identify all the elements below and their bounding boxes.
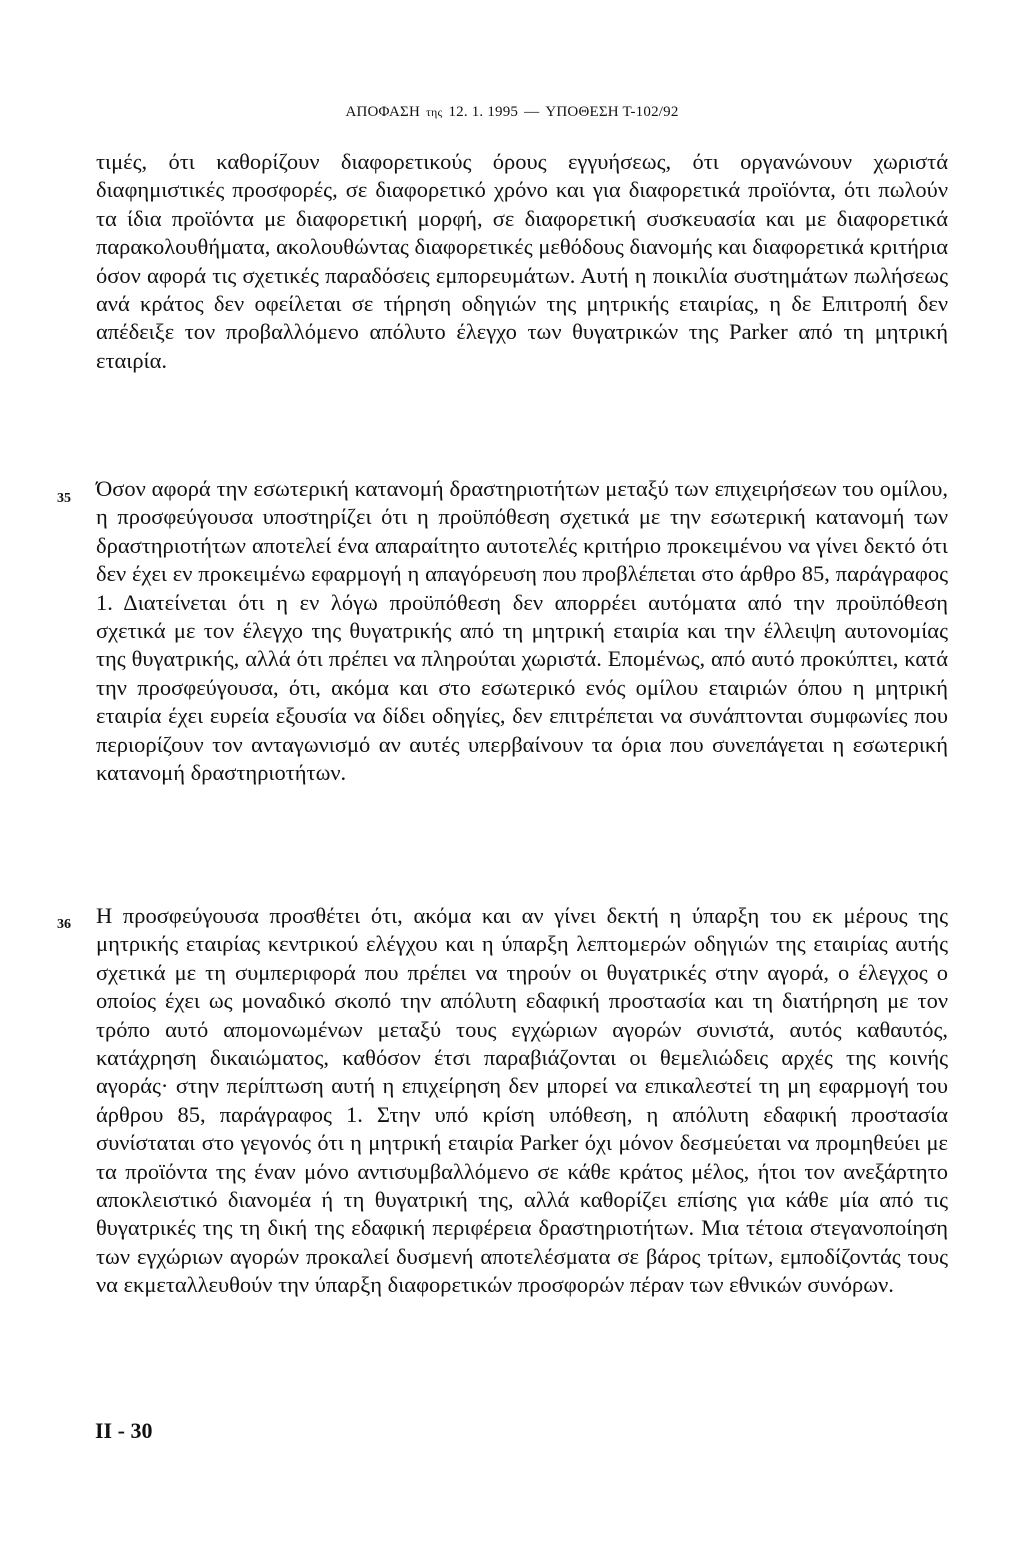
header-of: της [425,105,443,119]
paragraph-number: 36 [57,917,71,932]
header-date: 12. 1. 1995 [448,104,519,120]
page-header [0,104,1024,121]
paragraph-35: Όσον αφορά την εσωτερική κατανομή δραστηριοτήτων μεταξύ των επιχειρήσεων του ομίλου, η προσφεύγουσα υποστηρίζει ότι η προϋπόθεση σχετικά με την εσωτερική κατανομή των δραστηριοτήτων αποτελεί ένα απαραίτητο αυτοτελές κριτήριο προκειμένου να γίνει δεκτό ότι δεν έχει εν προκειμένω εφαρμογή η απαγόρευση που προβλέπεται στο άρθρο 85, παράγραφος 1. Διατείνεται ότι η εν λόγω προϋπόθεση δεν απορρέει αυτόματα από την προϋπόθεση σχετικά με τον έλεγχο της θυγατρικής από τη μητρική εταιρία και την έλλειψη αυτονομίας της θυγατρικής, αλλά ότι πρέπει να πληρούται χωριστά. Επομένως, από αυτό προκύπτει, κατά την προσφεύγουσα, ότι, ακόμα και στο εσωτερικό ενός ομίλου εταιριών όπου η μητρική εταιρία έχει ευρεία εξουσία να δίδει οδηγίες, δεν επιτρέπεται να συνάπτονται συμφωνίες που περιορίζουν τον ανταγωνισμό αν αυτές υπερβαίνουν τα όρια που συνεπάγεται η εσωτερική κατανομή δραστηριοτήτων. [96,476,948,786]
header-dash: — [524,104,540,120]
paragraph-continued: τιμές, ότι καθορίζουν διαφορετικούς όρους εγγυήσεως, ότι οργανώνουν χωριστά διαφημιστικές προσφορές, σε διαφορετικό χρόνο και για διαφορετικά προϊόντα, ότι πωλούν τα ίδια προϊόντα με διαφορετική μορφή, σε διαφορετική συσκευασία και με διαφορετικά παρακολουθήματα, ακολουθώντας διαφορετικές μεθόδους διανομής και διαφορετικά κριτήρια όσον αφορά τις σχετικές παραδόσεις εμπορευμάτων. Αυτή η ποικιλία συστημάτων πωλήσεως ανά κράτος δεν οφείλεται σε τήρηση οδηγιών της μητρικής εταιρίας, η δε Επιτροπή δεν απέδειξε τον προβαλλόμενο απόλυτο έλεγχο των θυγατρικών της Parker από τη μητρική εταιρία. [96,149,948,373]
header-case: ΥΠΟΘΕΣΗ Τ-102/92 [545,104,679,120]
paragraph-number: 35 [57,491,71,506]
paragraph-36: Η προσφεύγουσα προσθέτει ότι, ακόμα και αν γίνει δεκτή η ύπαρξη του εκ μέρους της μητρικής εταιρίας κεντρικού ελέγχου και η ύπαρξη λεπτομερών οδηγιών της εταιρίας αυτής σχετικά με τη συμπεριφορά που πρέπει να τηρούν οι θυγατρικές στην αγορά, ο έλεγχος ο οποίος έχει ως μοναδικό σκοπό την απόλυτη εδαφική προστασία και τη διατήρηση με τον τρόπο αυτό απομονωμένων μεταξύ τους εγχώριων αγορών συνιστά, αυτός καθαυτός, κατάχρηση δικαιώματος, καθόσον έτσι παραβιάζονται οι θεμελιώδεις αρχές της κοινής αγοράς· στην περίπτωση αυτή η επιχείρηση δεν μπορεί να επικαλεστεί τη μη εφαρμογή του άρθρου 85, παράγραφος 1. Στην υπό κρίση υπόθεση, η απόλυτη εδαφική προστασία συνίσταται στο γεγονός ότι η μητρική εταιρία Parker όχι μόνον δεσμεύεται να προμηθεύει με τα προϊόντα της έναν μόνο αντισυμβαλλόμενο σε κάθε κράτος μέλος, ήτοι τον ανεξάρτητο αποκλειστικό διανομέα ή τη θυγατρική της, αλλά καθορίζει επίσης για κάθε μία από τις θυγατρικές της τη δική της εδαφική περιφέρεια δραστηριοτήτων. Μια τέτοια στεγανοποίηση των εγχώριων αγορών προκαλεί δυσμενή αποτελέσματα σε βάρος τρίτων, εμποδίζοντάς τους να εκμεταλλευθούν την ύπαρξη διαφορετικών προσφορών πέραν των εθνικών συνόρων. [96,903,948,1298]
header-decision: ΑΠΟΦΑΣΗ [345,104,420,120]
page-number: II - 30 [95,1418,153,1443]
